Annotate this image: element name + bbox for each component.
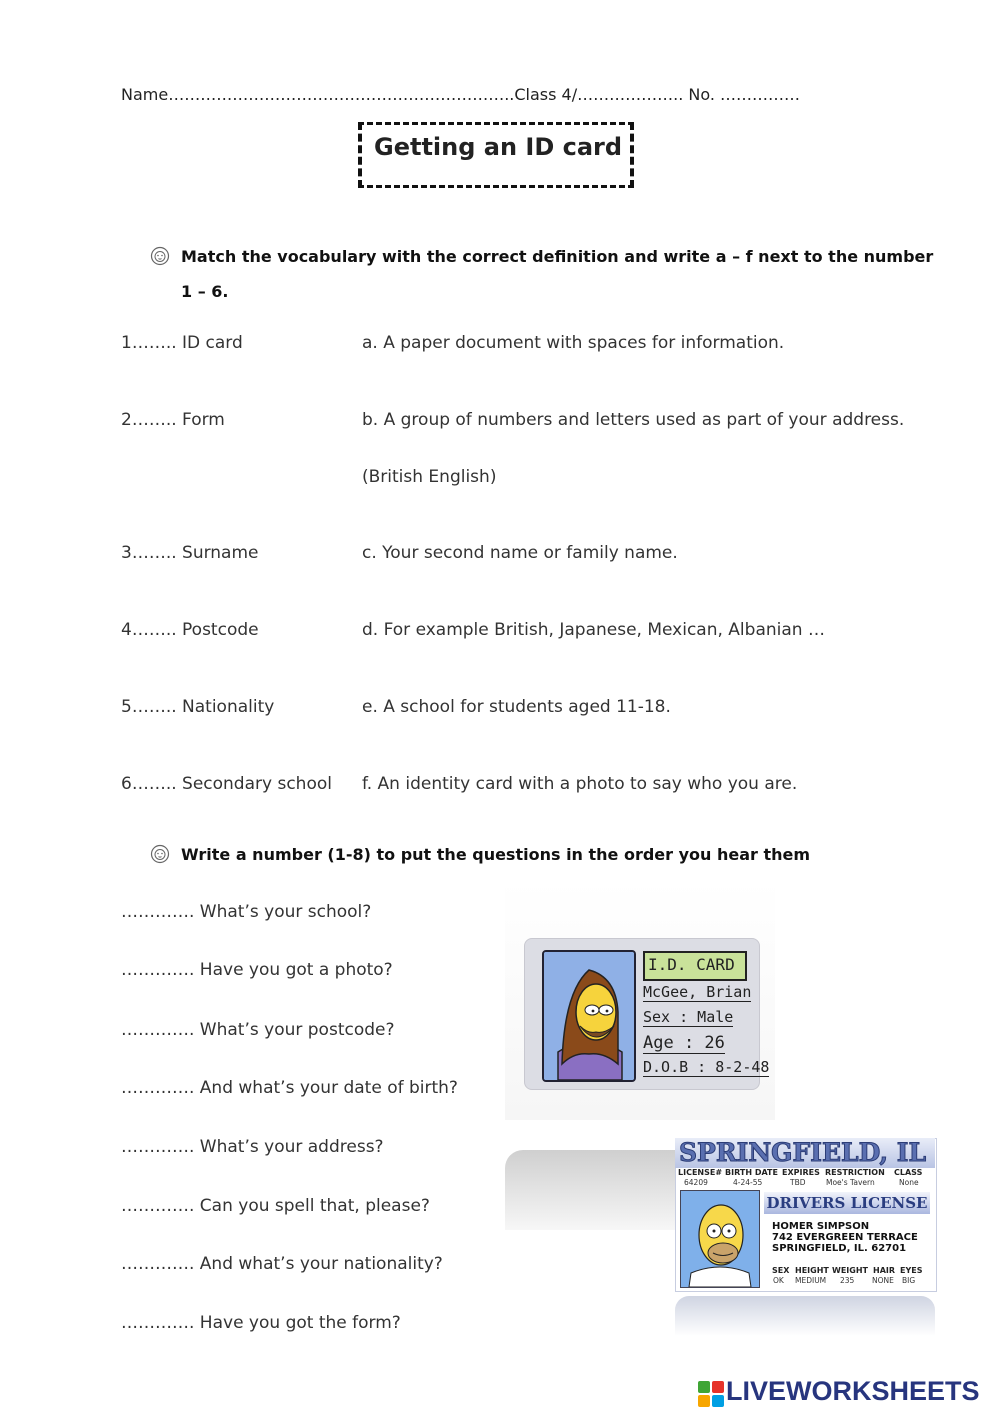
license-header-restriction: RESTRICTION [825, 1168, 885, 1177]
vocab-item-3: 3…….. Surname [121, 543, 259, 563]
license-reflection [505, 1150, 675, 1230]
license-address2: SPRINGFIELD, IL. 62701 [772, 1243, 907, 1254]
question-photo: …………. Have you got a photo? [121, 960, 393, 980]
name-class-number-line: Name………………………………………………………..Class 4/……………….. No. …………… [121, 85, 801, 104]
vocab-item-4: 4…….. Postcode [121, 620, 259, 640]
license-stat-height: HEIGHT [795, 1266, 829, 1275]
license-stat-sex-value: OK [773, 1276, 784, 1285]
license-header-expires: EXPIRES [782, 1168, 820, 1177]
license-stat-hair-value: NONE [872, 1276, 894, 1285]
worksheet-title: Getting an ID card [374, 133, 623, 161]
license-value-restriction: Moe's Tavern [826, 1178, 875, 1187]
cartoon-man-portrait [544, 952, 634, 1080]
question-postcode: …………. What’s your postcode? [121, 1020, 395, 1040]
id-card-title: I.D. CARD [648, 955, 735, 974]
question-nationality: …………. And what’s your nationality? [121, 1254, 443, 1274]
license-value-number: 64209 [684, 1178, 708, 1187]
license-header-number: LICENSE# [678, 1168, 723, 1177]
cartoon-homer-portrait [681, 1191, 759, 1287]
license-state: SPRINGFIELD, IL [679, 1138, 927, 1167]
license-stat-weight-value: 235 [840, 1276, 855, 1285]
license-title: DRIVERS LICENSE [764, 1192, 930, 1214]
lion-head-icon [150, 844, 170, 864]
definition-e: e. A school for students aged 11-18. [362, 697, 671, 717]
liveworksheets-logo-icon [698, 1381, 724, 1407]
license-value-class: None [899, 1178, 919, 1187]
section1-instruction-line1: Match the vocabulary with the correct definition and write a – f next to the number [181, 247, 934, 266]
definition-f: f. An identity card with a photo to say who you are. [362, 774, 798, 794]
license-header-class: CLASS [894, 1168, 923, 1177]
license-stat-height-value: MEDIUM [795, 1276, 827, 1285]
definition-c: c. Your second name or family name. [362, 543, 678, 563]
definition-b: b. A group of numbers and letters used as part of your address. [362, 410, 905, 430]
vocab-item-6: 6…….. Secondary school [121, 774, 332, 794]
definition-d: d. For example British, Japanese, Mexican, Albanian … [362, 620, 825, 640]
section2-instruction: Write a number (1-8) to put the questions in the order you hear them [181, 845, 811, 864]
license-stat-sex: SEX [772, 1266, 790, 1275]
question-school: …………. What’s your school? [121, 902, 372, 922]
license-value-expires: TBD [790, 1178, 806, 1187]
license-stat-eyes-value: BIG [902, 1276, 916, 1285]
license-holder: HOMER SIMPSON [772, 1221, 870, 1232]
license-header-birthdate: BIRTH DATE [725, 1168, 778, 1177]
section1-instruction-line2: 1 – 6. [181, 282, 229, 301]
liveworksheets-logo-text: LIVEWORKSHEETS [726, 1376, 980, 1406]
id-card-age: Age : 26 [643, 1033, 725, 1053]
id-card-name: McGee, Brian [643, 983, 752, 1001]
license-bottom-reflection [675, 1296, 935, 1336]
vocab-item-5: 5…….. Nationality [121, 697, 275, 717]
vocab-item-2: 2…….. Form [121, 410, 225, 430]
definition-a: a. A paper document with spaces for information. [362, 333, 785, 353]
license-photo [680, 1190, 760, 1288]
id-card-sex: Sex : Male [643, 1008, 734, 1026]
id-card-photo [542, 950, 636, 1082]
question-date-of-birth: …………. And what’s your date of birth? [121, 1078, 458, 1098]
definition-b-note: (British English) [362, 467, 497, 487]
license-value-birthdate: 4-24-55 [733, 1178, 763, 1187]
license-stat-hair: HAIR [873, 1266, 896, 1275]
question-spell: …………. Can you spell that, please? [121, 1196, 430, 1216]
license-stat-eyes: EYES [900, 1266, 923, 1275]
lion-head-icon [150, 246, 170, 266]
vocab-item-1: 1…….. ID card [121, 333, 243, 353]
license-stat-weight: WEIGHT [832, 1266, 868, 1275]
question-address: …………. What’s your address? [121, 1137, 384, 1157]
id-card-dob: D.O.B : 8-2-48 [643, 1058, 770, 1076]
question-form: …………. Have you got the form? [121, 1313, 401, 1333]
license-address1: 742 EVERGREEN TERRACE [772, 1232, 918, 1243]
